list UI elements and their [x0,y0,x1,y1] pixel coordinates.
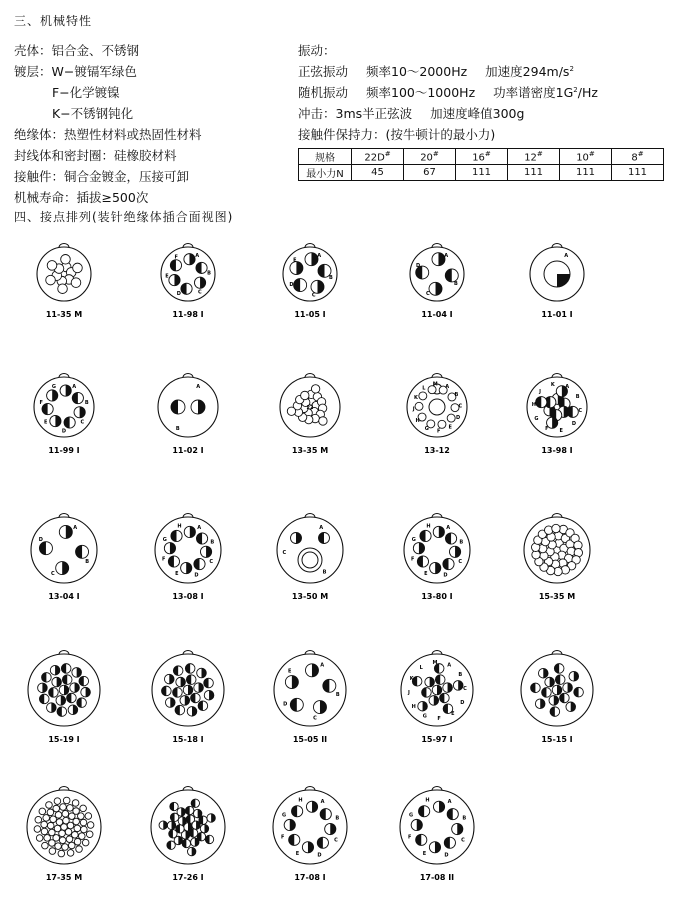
contact-letter: F [437,428,441,435]
contact-letter: G [51,383,56,390]
contact-socket [60,804,67,811]
contact-letter: C [334,837,338,844]
contact-letter: C [282,549,287,556]
contact-letter: E [422,850,427,857]
contact-letter: E [165,273,169,280]
contact-letter: C [578,408,583,415]
layout-caption: 15-15 I [541,735,573,744]
connector-layout-17-08-II [400,787,474,883]
contact-letter: L [419,664,423,671]
contact-socket [86,831,93,838]
connector-layout-11-01-I [530,244,584,320]
contact-letter: L [422,385,426,392]
contact-letter: C [50,571,55,578]
shock-peak: 加速度峰值300g [430,106,525,121]
section-3-title: 三、机械特性 [14,14,93,28]
contact-letter: E [451,711,455,718]
contact-socket [59,837,66,844]
contact-letter: H [426,523,431,530]
contact-socket [82,839,89,846]
contact-letter: C [426,290,430,297]
connector-layout-13-50-M [277,514,343,602]
contact-letter: A [73,524,78,531]
contact-letter: 22 [306,405,314,411]
contact-socket [67,822,74,829]
contact-letter: E [448,424,452,431]
table-size-cell: 16# [456,149,508,165]
contact-letter: F [39,399,43,406]
mech-line-plating-f: F−化学镀镍 [52,85,120,100]
contact-socket [63,797,70,804]
contact-letter: J [539,388,542,395]
contact-letter: B [454,281,458,288]
connector-layout-13-98-I [527,374,587,456]
mech-line-plating-w: 镀层：W−镀镉军绿色 [14,64,137,79]
contact-letter: B [575,393,580,400]
contact-socket [438,420,446,428]
contact-letter: B [335,691,340,698]
contact-letter: A [197,524,202,531]
contact-letter: A [319,524,324,531]
mech-line-life: 机械寿命：插拔≥500次 [14,190,149,205]
table-size-cell: 22D# [352,149,404,165]
contact-letter: D [61,428,67,435]
contact-letter: C [209,559,214,566]
contact-letter: B [459,539,464,546]
contact-letter: K [413,394,418,401]
contact-letter: E [424,571,428,578]
contact-letter: G [408,812,414,819]
contact-letter: G [422,713,427,720]
contact-socket [47,822,54,829]
connector-layout-15-05-II [274,651,346,745]
contact-socket [42,842,49,849]
contact-letter: G [281,812,287,819]
contact-letter: G [534,416,539,423]
layout-caption: 11-35 M [45,310,83,319]
contact-socket [85,813,92,820]
table-head-label: 规格 [299,149,352,165]
contact-socket [311,385,319,393]
connector-layout-13-04-I [31,514,97,602]
connector-layout-11-02-I [158,374,218,456]
contact-socket [447,414,455,422]
layout-caption: 15-35 M [538,592,576,601]
contact-letter: C [458,559,463,566]
contact-letter: C [461,837,465,844]
layout-caption: 15-18 I [172,735,204,744]
contact-letter: G [162,536,167,543]
contact-letter: H [425,797,430,804]
contact-socket [46,275,56,285]
contact-socket [54,798,61,805]
contact-letter: D [460,700,465,707]
contact-socket [78,813,85,820]
contact-socket [87,822,94,829]
section-4-title: 四、接点排列(装针绝缘体插合面视图) [14,210,234,224]
layout-caption: 11-98 I [172,310,204,319]
layout-caption: 17-35 M [45,873,83,882]
contact-letter: A [195,253,200,260]
contact-socket [73,818,80,825]
contact-socket [73,263,83,273]
insulator-outline [527,377,587,437]
contact-socket [429,399,445,415]
contact-letter: D [317,852,322,859]
connector-layout-13-12 [407,374,467,456]
contact-letter: D [194,572,199,579]
connector-layout-17-26-I [151,787,225,883]
mech-line-shell: 壳体：铝合金、不锈钢 [14,43,140,58]
contact-letter: B [210,539,215,546]
contact-socket [72,800,79,807]
table-force-cell: 45 [352,165,404,181]
contact-socket [301,391,309,399]
table-size-cell: 8# [612,149,664,165]
contact-socket [55,843,62,850]
contact-letter: F [437,716,441,723]
layout-caption: 11-01 I [541,310,573,319]
contact-letter: C [311,292,316,299]
contact-letter: B [328,274,333,281]
contact-socket [80,805,87,812]
contact-socket [55,812,62,819]
contact-letter: A [447,662,452,669]
connector-layout-13-80-I [404,514,470,602]
layout-caption: 17-26 I [172,873,204,882]
random-frequency: 频率100～1000Hz [366,85,476,100]
mech-line-seal: 封线体和密封圈：硅橡胶材料 [14,148,177,163]
contact-letter: A [444,253,449,260]
contact-socket [61,255,71,265]
contact-socket [49,829,56,836]
random-label: 随机振动 [298,85,349,100]
layout-caption: 15-19 I [48,735,80,744]
layout-caption: 17-08 I [294,873,326,882]
contact-socket [74,825,81,832]
contact-letter: M [432,659,438,666]
connector-layout-17-08-I [273,787,347,883]
sine-label: 正弦振动 [298,64,349,79]
contact-socket [58,850,65,857]
contact-letter: H [177,523,182,530]
table-force-cell: 111 [612,165,664,181]
contact-socket [81,826,88,833]
contact-letter: A [564,253,569,260]
contact-letter: D [444,852,449,859]
shock-text: 冲击：3ms半正弦波 [298,106,413,121]
connector-layout-15-35-M [524,514,590,602]
connector-layout-13-35-M [280,374,340,456]
contact-letter: F [408,834,412,841]
contact-socket [66,836,73,843]
layout-caption: 11-05 I [294,310,326,319]
contact-letter: B [207,270,211,277]
contact-socket [49,848,56,855]
contact-letter: F [410,556,415,563]
contact-socket [56,819,63,826]
connector-layout-13-08-I [155,514,221,602]
layout-caption: 13-98 I [541,446,573,455]
contact-socket [65,829,72,836]
contact-letter: D [455,415,461,422]
table-row-label: 最小力N [299,165,352,181]
contact-socket [419,392,427,400]
table-size-cell: 10# [560,149,612,165]
contact-socket [415,402,423,410]
contact-letter: A [317,253,322,260]
contact-letter: J [408,690,410,697]
contact-socket [80,819,87,826]
random-psd: 功率谱密度$1G^2/Hz$ [493,85,598,100]
contact-socket [58,284,68,294]
contact-letter: B [454,391,459,398]
contact-letter: D [283,701,288,708]
layout-caption: 11-02 I [172,446,204,455]
connector-layout-15-97-I [401,651,473,745]
contact-socket [74,838,81,845]
contact-letter: C [80,419,85,426]
retention-line: 接触件保持力：(按牛顿计的最小力) [298,127,496,142]
connector-layout-11-04-I [410,244,464,320]
contact-socket [71,278,81,288]
mech-line-plating-k: K−不锈钢钝化 [52,106,134,121]
connector-layout-11-99-I [34,374,94,456]
contact-letter: E [295,850,300,857]
table-force-cell: 111 [456,165,508,181]
contact-letter: C [313,715,317,722]
contact-letter: K [409,675,414,682]
contact-socket [287,407,295,415]
contact-letter: B [462,815,467,822]
contact-socket [39,808,46,815]
connector-layout-11-05-I [283,244,337,320]
table-size-cell: 20# [404,149,456,165]
contact-letter: H [531,401,536,408]
contact-letter: A [320,662,325,669]
layout-caption: 15-05 II [292,735,328,744]
layout-caption: 11-04 I [421,310,453,319]
contact-socket [68,842,75,849]
contact-letter: F [161,556,166,563]
vibration-title: 振动： [298,43,336,58]
table-force-cell: 111 [560,165,612,181]
contact-socket [35,816,42,823]
contact-letter: D [176,290,181,297]
connector-layout-17-35-M [27,787,101,883]
connector-layout-15-19-I [28,651,100,745]
layout-caption: 13-80 I [421,592,453,601]
mech-line-contact: 接触件：铜合金镀金，压接可卸 [14,169,190,184]
layout-caption: 11-99 I [48,446,80,455]
sine-acceleration: 加速度$294m/s^2$ [485,64,574,79]
coax-inner [302,552,318,568]
contact-letter: J [412,406,415,413]
contact-letter: H [298,797,303,804]
contact-letter: C [458,403,463,410]
contact-letter: D [415,262,421,269]
layout-caption: 13-04 I [48,592,80,601]
contact-letter: K [550,381,555,388]
contact-letter: A [445,383,450,390]
contact-socket [36,835,43,842]
contact-socket [44,835,51,842]
contact-letter: A [447,799,452,806]
table-force-cell: 111 [508,165,560,181]
connector-layout-15-18-I [152,651,224,745]
contact-letter: A [446,524,451,531]
connector-layout-11-35-M [37,244,91,320]
contact-letter: E [559,428,563,435]
contact-socket [41,828,48,835]
contact-socket [76,846,83,853]
contact-letter: M [432,381,438,388]
contact-letter: B [335,815,340,822]
contact-letter: B [84,399,89,406]
sine-frequency: 频率10～2000Hz [366,64,468,79]
contact-letter: G [411,536,416,543]
contact-letter: C [463,685,467,692]
layout-caption: 17-08 II [419,873,455,882]
contact-letter: G [424,426,429,433]
layout-caption: 13-35 M [291,446,329,455]
layout-caption: 13-12 [424,446,450,455]
contact-letter: A [72,383,77,390]
contact-letter: F [545,426,549,433]
contact-letter: D [38,536,43,543]
contact-letter: B [175,426,180,433]
contact-letter: B [458,672,463,679]
insulator-outline [158,377,218,437]
table-size-cell: 12# [508,149,560,165]
contact-letter: D [443,572,448,579]
contact-letter: E [175,571,179,578]
contact-letter: F [281,834,285,841]
contact-socket [46,802,53,809]
contact-letter: A [320,799,325,806]
contact-letter: F [174,254,178,261]
contact-letter: D [571,421,576,428]
contact-letter: A [565,383,570,390]
layout-caption: 15-97 I [421,735,453,744]
contact-socket [34,826,41,833]
mech-line-insulator: 绝缘体：热塑性材料或热固性材料 [14,127,202,142]
contact-socket [62,810,69,817]
layout-caption: 13-08 I [172,592,204,601]
contact-socket [41,821,48,828]
layout-caption: 13-50 M [291,592,329,601]
contact-socket [47,809,54,816]
connector-layout-15-15-I [521,651,593,745]
contact-socket [62,844,69,851]
contact-letter: B [85,559,90,566]
contact-letter: E [293,257,297,264]
contact-letter: E [288,668,292,675]
contact-socket [47,261,57,271]
contact-letter: B [322,569,327,576]
contact-letter: H [411,703,416,710]
contact-letter: D [289,281,294,288]
contact-letter: A [196,383,201,390]
contact-socket [67,805,74,812]
connector-layout-11-98-I [161,244,215,320]
contact-socket [67,850,74,857]
contact-socket [552,524,560,532]
contact-socket [53,805,60,812]
contact-letter: H [415,418,420,425]
contact-socket [319,417,327,425]
table-force-cell: 67 [404,165,456,181]
contact-socket [54,825,61,832]
contact-letter: E [43,419,48,426]
contact-letter: C [198,289,202,296]
